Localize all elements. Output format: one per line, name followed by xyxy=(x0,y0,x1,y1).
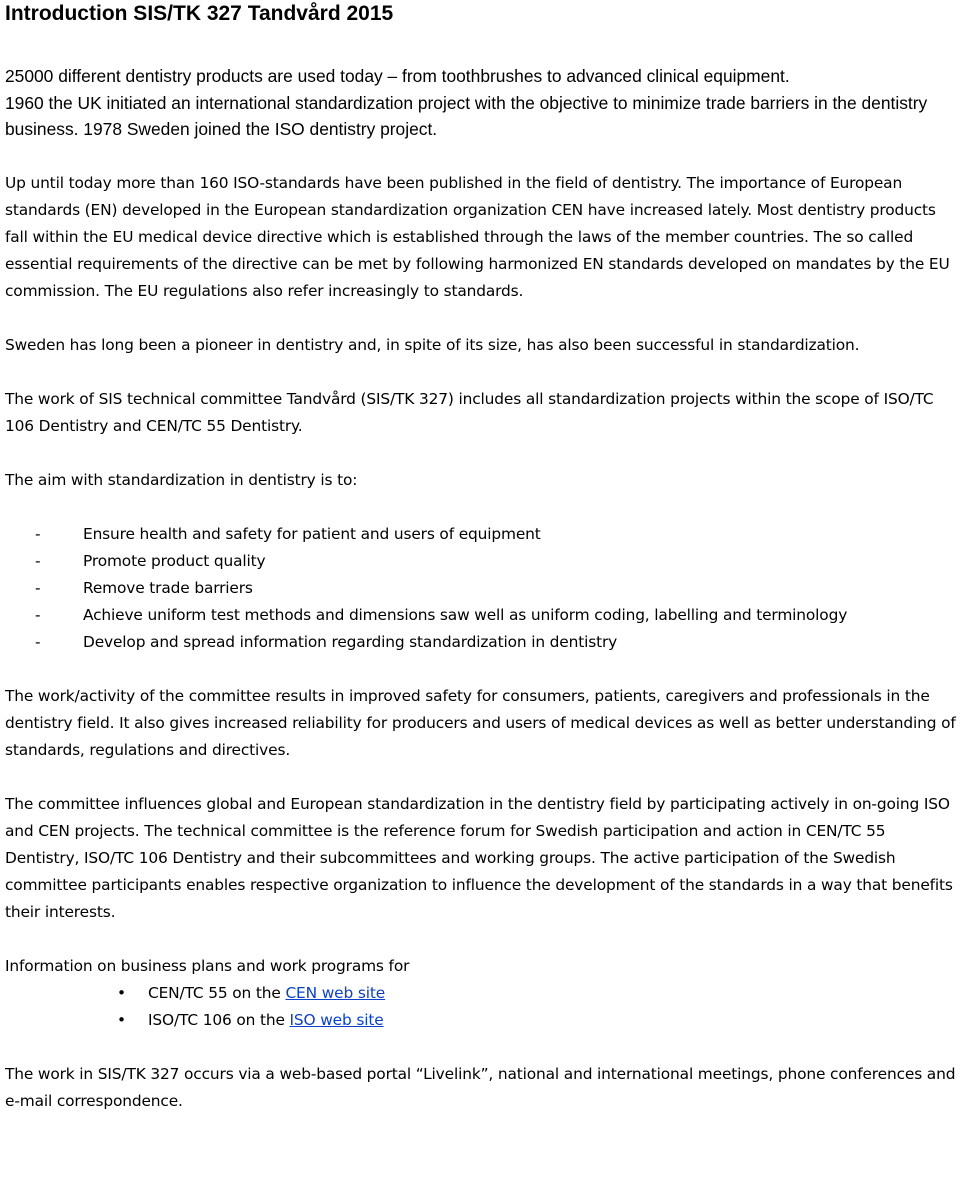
aims-list xyxy=(5,521,957,656)
iso-web-site-link[interactable]: ISO web site xyxy=(289,1010,384,1029)
list-item xyxy=(5,602,957,629)
intro-line-products: 25000 different dentistry products are used today – from toothbrushes to advanced clinical equipment. xyxy=(5,66,790,86)
list-item xyxy=(5,980,957,1007)
dash-marker: - xyxy=(35,632,41,651)
aim-text: Ensure health and safety for patient and users of equipment xyxy=(83,524,541,543)
bullet-marker: • xyxy=(117,983,126,1002)
dash-marker: - xyxy=(35,605,41,624)
paragraph-iso-standards: Up until today more than 160 ISO-standards have been published in the field of dentistry. The importance of European standards (EN) developed in the European standardization organization CEN have increased lately. Most dentistry products fall within the EU medical device directive which is established through the laws of the member countries. The so called essential requirements of the directive can be met by following harmonized EN standards developed on mandates by the EU commission. The EU regulations also refer increasingly to standards. xyxy=(5,173,950,300)
list-item xyxy=(5,548,957,575)
paragraph-aim-intro: The aim with standardization in dentistry is to: xyxy=(5,470,358,489)
dash-marker: - xyxy=(35,524,41,543)
bullet-marker: • xyxy=(117,1010,126,1029)
paragraph-livelink: The work in SIS/TK 327 occurs via a web-based portal “Livelink”, national and international meetings, phone conferences and e-mail correspondence. xyxy=(5,1064,956,1110)
dash-marker: - xyxy=(35,578,41,597)
iso-prefix: ISO/TC 106 on the xyxy=(148,1010,290,1029)
paragraph-info-intro: Information on business plans and work programs for xyxy=(5,956,410,975)
paragraph-sweden-pioneer: Sweden has long been a pioneer in dentistry and, in spite of its size, has also been successful in standardization. xyxy=(5,335,860,354)
aim-text: Develop and spread information regarding standardization in dentistry xyxy=(83,632,618,651)
aim-text: Promote product quality xyxy=(83,551,266,570)
cen-web-site-link[interactable]: CEN web site xyxy=(285,983,386,1002)
list-item xyxy=(5,521,957,548)
paragraph-committee-results: The work/activity of the committee results in improved safety for consumers, patients, caregivers and professionals in the dentistry field. It also gives increased reliability for producers and users of medical devices as well as better understanding of standards, regulations and directives. xyxy=(5,686,956,759)
list-item xyxy=(5,629,957,656)
aim-text: Remove trade barriers xyxy=(83,578,253,597)
paragraph-committee-influence: The committee influences global and European standardization in the dentistry field by participating actively in on-going ISO and CEN projects. The technical committee is the reference forum for Swedish participation and action in CEN/TC 55 Dentistry, ISO/TC 106 Dentistry and their subcommittees and working groups. The active participation of the Swedish committee participants enables respective organization to influence the development of the standards in a way that benefits their interests. xyxy=(5,794,953,921)
dash-marker: - xyxy=(35,551,41,570)
cen-prefix: CEN/TC 55 on the xyxy=(148,983,286,1002)
document-page xyxy=(5,0,957,1115)
body-section xyxy=(5,170,957,1115)
intro-line-history: 1960 the UK initiated an international standardization project with the objective to minimize trade barriers in the dentistry business. 1978 Sweden joined the ISO dentistry project. xyxy=(5,92,928,139)
intro-section xyxy=(5,63,957,143)
info-links-list xyxy=(5,980,957,1034)
page-title: Introduction SIS/TK 327 Tandvård 2015 xyxy=(5,2,394,25)
paragraph-committee-scope: The work of SIS technical committee Tandvård (SIS/TK 327) includes all standardization projects within the scope of ISO/TC 106 Dentistry and CEN/TC 55 Dentistry. xyxy=(5,389,934,435)
list-item xyxy=(5,575,957,602)
list-item xyxy=(5,1007,957,1034)
aim-text: Achieve uniform test methods and dimensions saw well as uniform coding, labelling and terminology xyxy=(83,605,848,624)
